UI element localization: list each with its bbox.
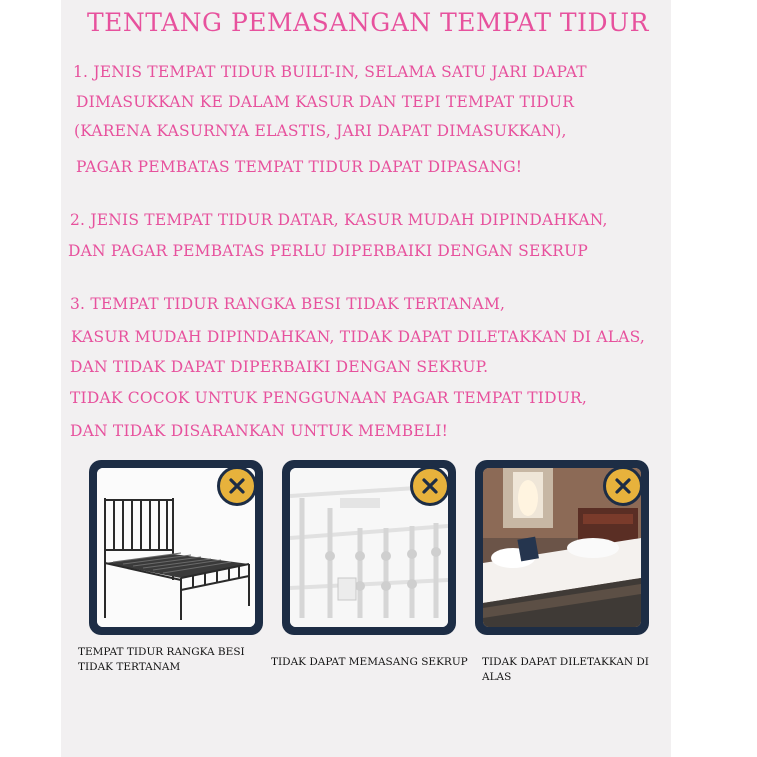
- caption-line: TEMPAT TIDUR RANGKA BESI: [78, 646, 245, 658]
- page-title: TENTANG PEMASANGAN TEMPAT TIDUR: [87, 8, 649, 37]
- caption-line: TIDAK TERTANAM: [78, 661, 181, 673]
- card-iron-frame-bed: [89, 460, 263, 635]
- section1-line-1: 1. JENIS TEMPAT TIDUR BUILT-IN, SELAMA SATU JARI DAPAT: [73, 63, 587, 81]
- section2-line-2: DAN PAGAR PEMBATAS PERLU DIPERBAIKI DENGAN SEKRUP: [68, 242, 589, 260]
- section1-line-2: DIMASUKKAN KE DALAM KASUR DAN TEPI TEMPAT TIDUR: [76, 93, 575, 111]
- caption-iron-frame-bed: [78, 645, 245, 675]
- x-mark-icon: [603, 466, 643, 506]
- section2-line-1: 2. JENIS TEMPAT TIDUR DATAR, KASUR MUDAH DIPINDAHKAN,: [70, 211, 608, 229]
- section3-line-1: 3. TEMPAT TIDUR RANGKA BESI TIDAK TERTANAM,: [70, 295, 506, 313]
- section3-line-4: TIDAK COCOK UNTUK PENGGUNAAN PAGAR TEMPAT TIDUR,: [70, 389, 587, 407]
- card-no-screw: [282, 460, 456, 635]
- section3-line-5: DAN TIDAK DISARANKAN UNTUK MEMBELI!: [70, 422, 449, 440]
- x-mark-icon: [217, 466, 257, 506]
- section3-line-2: KASUR MUDAH DIPINDAHKAN, TIDAK DAPAT DILETAKKAN DI ALAS,: [71, 328, 646, 346]
- section1-line-4: PAGAR PEMBATAS TEMPAT TIDUR DAPAT DIPASANG!: [76, 158, 523, 176]
- x-mark-icon: [410, 466, 450, 506]
- section3-line-3: DAN TIDAK DAPAT DIPERBAIKI DENGAN SEKRUP.: [70, 358, 489, 376]
- caption-no-base: TIDAK DAPAT DILETAKKAN DI ALAS: [482, 656, 649, 683]
- info-sheet: [61, 0, 671, 757]
- card-no-base: [475, 460, 649, 635]
- caption-no-screw: TIDAK DAPAT MEMASANG SEKRUP: [271, 656, 468, 668]
- section1-line-3: (KARENA KASURNYA ELASTIS, JARI DAPAT DIMASUKKAN),: [74, 122, 567, 140]
